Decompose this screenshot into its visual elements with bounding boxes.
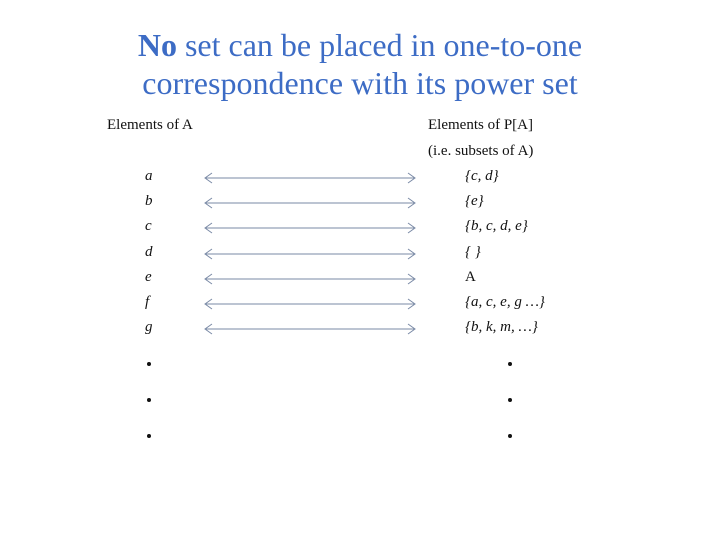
- power-set-element: {a, c, e, g …}: [465, 294, 545, 310]
- title-line-2: correspondence with its power set: [142, 65, 578, 101]
- power-set-element: {e}: [465, 193, 484, 210]
- left-column-header: Elements of A: [107, 117, 193, 133]
- ellipsis-dot-icon: [508, 398, 512, 402]
- ellipsis-dot-icon: [147, 398, 151, 402]
- right-column-header: Elements of P[A]: [428, 117, 533, 133]
- set-element: a: [145, 168, 153, 184]
- power-set-element: {b, k, m, …}: [465, 319, 538, 336]
- title-line-1: [0, 26, 720, 64]
- title-line-1-rest: set can be placed in one-to-one: [176, 27, 583, 63]
- power-set-element: A: [465, 268, 476, 285]
- ellipsis-dot-icon: [508, 362, 512, 366]
- right-column-subheader: (i.e. subsets of A): [428, 143, 534, 159]
- set-element: g: [145, 319, 153, 336]
- ellipsis-dot-icon: [508, 434, 512, 438]
- correspondence-row: [0, 218, 720, 242]
- double-headed-arrow-icon: [200, 271, 420, 287]
- double-headed-arrow-icon: [200, 220, 420, 236]
- set-element: b: [145, 193, 153, 210]
- correspondence-row: [0, 294, 720, 318]
- set-element: f: [145, 294, 150, 310]
- power-set-element: {c, d}: [465, 168, 499, 184]
- double-headed-arrow-icon: [200, 246, 420, 262]
- correspondence-row: [0, 244, 720, 268]
- slide-title: [0, 26, 720, 102]
- power-set-element: {b, c, d, e}: [465, 218, 528, 235]
- title-bold-word: No: [137, 27, 177, 63]
- power-set-element: { }: [465, 243, 481, 260]
- correspondence-row: [0, 168, 720, 192]
- double-headed-arrow-icon: [200, 321, 420, 337]
- correspondence-row: [0, 193, 720, 217]
- set-element: d: [145, 243, 153, 260]
- set-element: c: [145, 218, 152, 235]
- double-headed-arrow-icon: [200, 296, 420, 312]
- set-element: e: [145, 268, 152, 285]
- correspondence-row: [0, 269, 720, 293]
- ellipsis-dot-icon: [147, 434, 151, 438]
- double-headed-arrow-icon: [200, 195, 420, 211]
- double-headed-arrow-icon: [200, 170, 420, 186]
- correspondence-row: [0, 319, 720, 343]
- ellipsis-dot-icon: [147, 362, 151, 366]
